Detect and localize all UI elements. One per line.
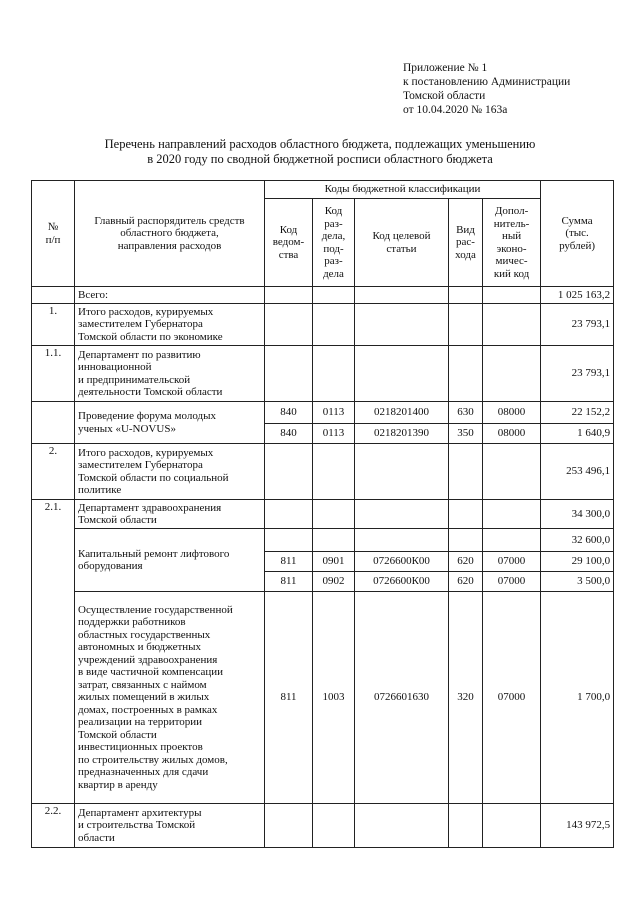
cell-num: 1.1. [32, 346, 75, 402]
appendix-line-1: Приложение № 1 [403, 62, 488, 74]
cell-name: Осуществление государственной поддержки работников областных государственных автономных и бюджетных учреждений здравоохранения в виде частичной компенсации затрат, связанных с наймом жилых помещений в жилых домах, построенных в рамках реализации на территории Томской области инвестиционных проектов по строительству жилых домов, предназначенных для сдачи квартир в аренду [75, 592, 265, 804]
cell-ved: 840 [265, 424, 313, 444]
cell-num [32, 287, 75, 304]
cell-vid: 630 [449, 402, 483, 424]
table-row-1-1 [32, 346, 614, 402]
cell-sum: 3 500,0 [541, 572, 614, 592]
table-row-1 [32, 304, 614, 346]
cell-name: Департамент здравоохранения Томской области [75, 500, 265, 529]
table-row-2-2 [32, 804, 614, 848]
cell-razdel: 0902 [313, 572, 355, 592]
cell-sum: 1 640,9 [541, 424, 614, 444]
header-vid: Вид рас- хода [449, 199, 483, 287]
cell-vid: 350 [449, 424, 483, 444]
cell-ved: 840 [265, 402, 313, 424]
cell-extra: 07000 [483, 552, 541, 572]
cell-target: 0726601630 [355, 592, 449, 804]
cell-sum: 23 793,1 [541, 346, 614, 402]
cell-name: Капитальный ремонт лифтового оборудования [75, 529, 265, 592]
table-row-2-1 [32, 500, 614, 529]
cell-target: 0218201390 [355, 424, 449, 444]
cell-razdel: 0113 [313, 402, 355, 424]
cell-vid: 320 [449, 592, 483, 804]
cell-sum: 34 300,0 [541, 500, 614, 529]
cell-num: 1. [32, 304, 75, 346]
appendix-line-3: Томской области [403, 90, 486, 102]
appendix-line-2: к постановлению Администрации [403, 76, 571, 88]
cell-name: Департамент архитектуры и строительства Томской области [75, 804, 265, 848]
cell-target: 0218201400 [355, 402, 449, 424]
header-ved: Код ведом- ства [265, 199, 313, 287]
table-row-support [32, 592, 614, 804]
header-sum: Сумма (тыс. рублей) [541, 181, 614, 287]
cell-sum: 32 600,0 [541, 529, 614, 552]
cell-sum: 23 793,1 [541, 304, 614, 346]
table-row-total [32, 287, 614, 304]
cell-ved: 811 [265, 592, 313, 804]
header-name: Главный распорядитель средств областного бюджета, направления расходов [75, 181, 265, 287]
cell-vid: 620 [449, 552, 483, 572]
cell-razdel: 0113 [313, 424, 355, 444]
cell-name: Итого расходов, курируемых заместителем Губернатора Томской области по экономике [75, 304, 265, 346]
cell-razdel: 1003 [313, 592, 355, 804]
header-row-1 [32, 181, 614, 199]
header-num: № п/п [32, 181, 75, 287]
header-target: Код целевой статьи [355, 199, 449, 287]
cell-sum: 253 496,1 [541, 444, 614, 500]
cell-name: Проведение форума молодых ученых «U-NOVUS» [75, 402, 265, 444]
cell-num: 2.2. [32, 804, 75, 848]
cell-extra: 08000 [483, 402, 541, 424]
cell-num: 2.1. [32, 500, 75, 804]
cell-target: 0726600К00 [355, 572, 449, 592]
cell-razdel: 0901 [313, 552, 355, 572]
cell-ved: 811 [265, 572, 313, 592]
table-row-2 [32, 444, 614, 500]
cell-sum: 29 100,0 [541, 552, 614, 572]
cell-target: 0726600К00 [355, 552, 449, 572]
header-razdel: Код раз- дела, под- раз- дела [313, 199, 355, 287]
cell-name: Итого расходов, курируемых заместителем Губернатора Томской области по социальной политике [75, 444, 265, 500]
cell-sum: 1 700,0 [541, 592, 614, 804]
title-line-1: Перечень направлений расходов областного бюджета, подлежащих уменьшению [104, 137, 536, 151]
appendix-line-4: от 10.04.2020 № 163а [403, 104, 508, 116]
header-codes-group: Коды бюджетной классификации [265, 181, 541, 199]
cell-sum: 22 152,2 [541, 402, 614, 424]
table-row-lift-subtotal [32, 529, 614, 552]
document-title [30, 137, 610, 167]
cell-name: Всего: [75, 287, 265, 304]
header-extra: Допол- нитель- ный эконо- мичес- кий код [483, 199, 541, 287]
cell-vid: 620 [449, 572, 483, 592]
expenses-table [31, 180, 614, 848]
cell-extra: 07000 [483, 592, 541, 804]
cell-name: Департамент по развитию инновационной и предпринимательской деятельности Томской области [75, 346, 265, 402]
cell-num [32, 402, 75, 444]
cell-num: 2. [32, 444, 75, 500]
cell-ved: 811 [265, 552, 313, 572]
cell-sum: 143 972,5 [541, 804, 614, 848]
table-row-forum-1 [32, 402, 614, 424]
title-line-2: в 2020 году по сводной бюджетной росписи областного бюджета [147, 152, 493, 166]
cell-extra: 08000 [483, 424, 541, 444]
cell-sum: 1 025 163,2 [541, 287, 614, 304]
cell-extra: 07000 [483, 572, 541, 592]
appendix-block [403, 61, 570, 117]
